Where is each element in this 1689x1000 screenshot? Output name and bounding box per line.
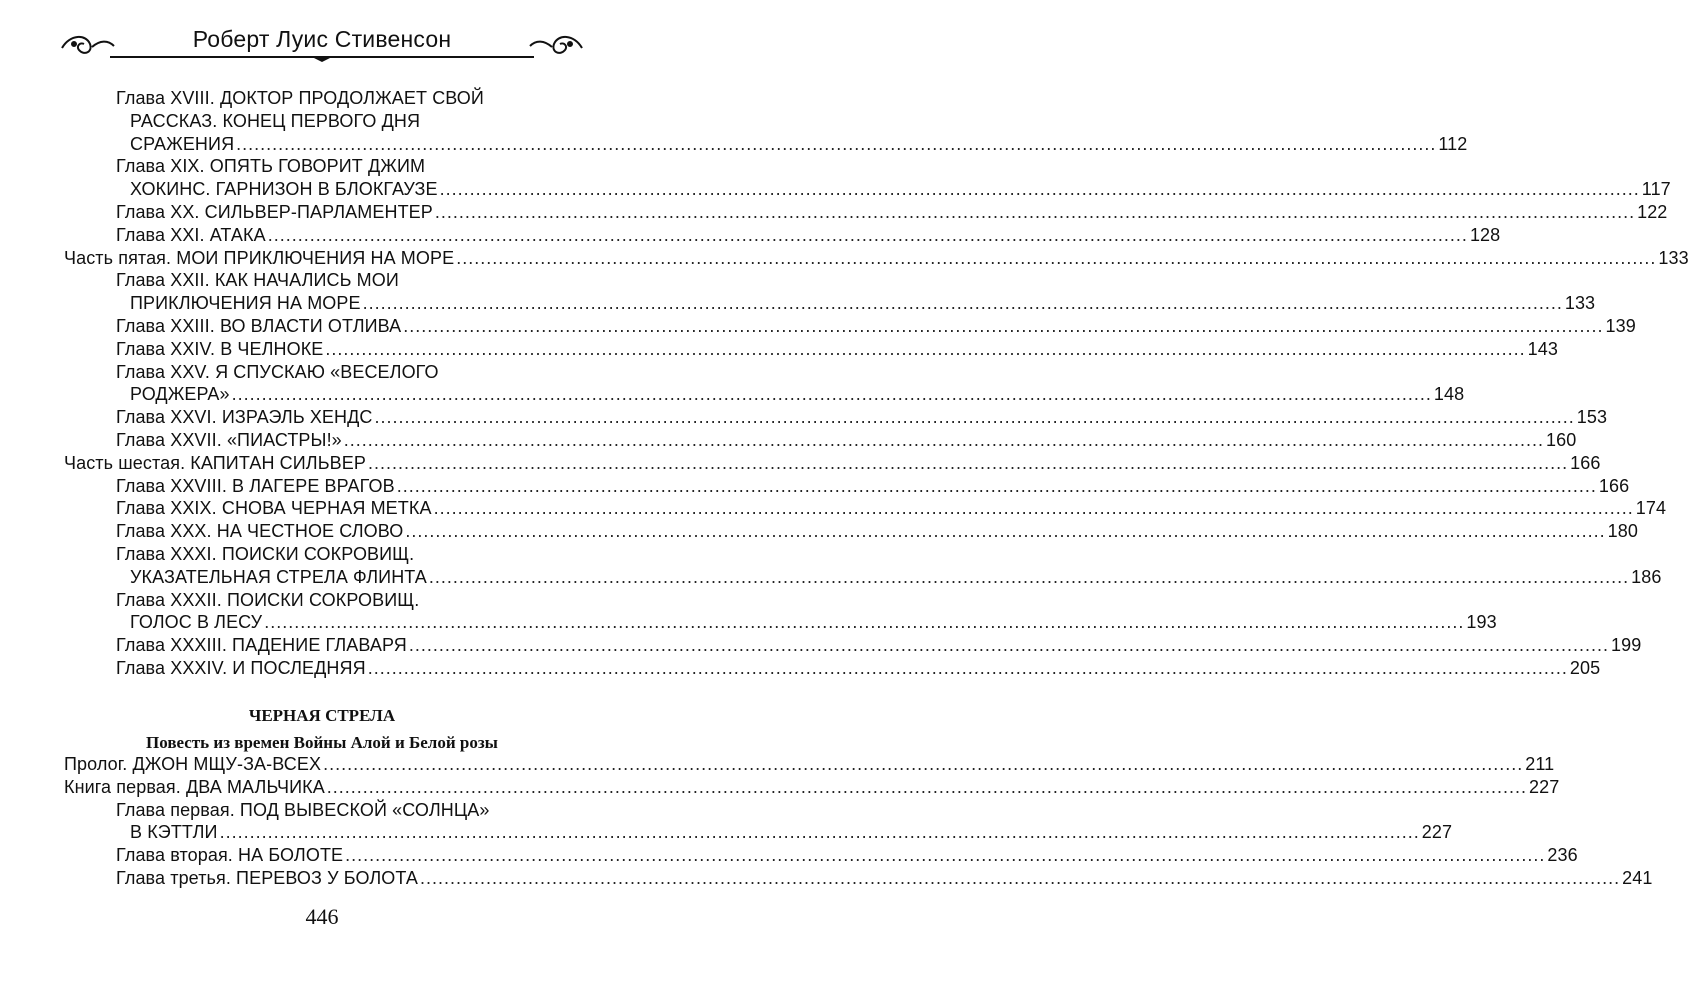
toc-entry-line: Глава первая. ПОД ВЫВЕСКОЙ «СОЛНЦА» bbox=[116, 799, 490, 820]
toc-page-number: 153 bbox=[1576, 407, 1608, 428]
toc-page-number: 133 bbox=[1564, 293, 1596, 314]
toc-page-number: 112 bbox=[1438, 133, 1468, 154]
toc-page-number: 227 bbox=[1529, 776, 1560, 797]
toc-page-number: 174 bbox=[1635, 498, 1667, 519]
dot-leader: ........................................................................................................................................................................................................ bbox=[419, 868, 1621, 888]
toc-entry-line bbox=[116, 200, 1668, 224]
section-subtitle: Повесть из времен Войны Алой и Белой розы bbox=[146, 733, 498, 752]
toc-entry-title: Книга первая. ДВА МАЛЬЧИКА bbox=[64, 776, 325, 797]
toc-entry-title: ПРИКЛЮЧЕНИЯ НА МОРЕ bbox=[130, 293, 361, 314]
toc-entry-line bbox=[116, 519, 1638, 543]
toc-entry-title: Глава вторая. НА БОЛОТЕ bbox=[116, 845, 344, 866]
toc-entry-title: Глава XXIX. СНОВА ЧЕРНАЯ МЕТКА bbox=[116, 498, 432, 519]
toc-page-number: 193 bbox=[1466, 612, 1497, 633]
toc-entry-line bbox=[116, 223, 1501, 247]
dot-leader: ........................................................................................................................................................................................................ bbox=[439, 179, 1640, 200]
dot-leader: ........................................................................................................................................................................................................ bbox=[403, 316, 1604, 336]
toc-entry-line bbox=[64, 246, 1689, 270]
toc-entry-title: Глава XXXIV. И ПОСЛЕДНЯЯ bbox=[116, 658, 366, 678]
toc-entry-title: Глава XXIV. В ЧЕЛНОКЕ bbox=[116, 338, 324, 359]
toc-page-number: 128 bbox=[1469, 224, 1501, 245]
toc-entry-title: Глава XXX. НА ЧЕСТНОЕ СЛОВО bbox=[116, 521, 404, 542]
toc-entry-line bbox=[116, 656, 1601, 680]
toc-entry-line bbox=[130, 132, 1468, 156]
toc-page-number: 199 bbox=[1611, 635, 1642, 656]
dot-leader: ........................................................................................................................................................................................................ bbox=[325, 338, 1526, 359]
toc-entry-line bbox=[116, 314, 1636, 338]
dot-leader: ........................................................................................................................................................................................................ bbox=[408, 635, 1610, 656]
toc-page-number: 117 bbox=[1641, 179, 1671, 200]
toc-entry-line: Глава XIX. ОПЯТЬ ГОВОРИТ ДЖИМ bbox=[116, 156, 426, 177]
toc-page-number: 122 bbox=[1637, 202, 1668, 222]
toc-entry-title: СРАЖЕНИЯ bbox=[130, 133, 235, 154]
toc-entry-line: РАССКАЗ. КОНЕЦ ПЕРВОГО ДНЯ bbox=[130, 110, 421, 131]
toc-page-number: 166 bbox=[1570, 452, 1601, 473]
section-title: ЧЕРНАЯ СТРЕЛА bbox=[248, 706, 396, 725]
dot-leader: ........................................................................................................................................................................................................ bbox=[367, 658, 1568, 678]
toc-entry-line: Глава XXXII. ПОИСКИ СОКРОВИЩ. bbox=[116, 589, 420, 610]
toc-page-number: 211 bbox=[1525, 754, 1555, 774]
toc-entry-line: Глава XVIII. ДОКТОР ПРОДОЛЖАЕТ СВОЙ bbox=[116, 88, 484, 108]
dot-leader: ........................................................................................................................................................................................................ bbox=[434, 202, 1636, 222]
dot-leader: ........................................................................................................................................................................................................ bbox=[219, 822, 1420, 843]
dot-leader: ........................................................................................................................................................................................................ bbox=[264, 612, 1465, 633]
toc-entry-title: РОДЖЕРА» bbox=[130, 384, 230, 405]
toc-entry-line: Глава XXV. Я СПУСКАЮ «ВЕСЕЛОГО bbox=[116, 361, 439, 382]
toc-page-number: 166 bbox=[1598, 475, 1630, 496]
toc-page-number: 133 bbox=[1658, 247, 1689, 268]
toc-entry-title: Глава XXVI. ИЗРАЭЛЬ ХЕНДС bbox=[116, 407, 373, 428]
toc-entry-line bbox=[130, 565, 1662, 589]
toc-page-number: 236 bbox=[1547, 845, 1578, 866]
toc-page-number: 139 bbox=[1605, 316, 1636, 336]
toc-entry-line bbox=[64, 775, 1560, 799]
toc-entry-line: Глава XXXI. ПОИСКИ СОКРОВИЩ. bbox=[116, 544, 415, 564]
toc-entry-title: Пролог. ДЖОН МЩУ-ЗА-ВСЕХ bbox=[64, 754, 322, 774]
toc-page-number: 205 bbox=[1569, 658, 1601, 678]
toc-entry-title: Глава XXVII. «ПИАСТРЫ!» bbox=[116, 430, 342, 450]
toc-entry-line bbox=[130, 382, 1465, 406]
toc-entry-line bbox=[130, 820, 1453, 844]
toc-entry-title: ГОЛОС В ЛЕСУ bbox=[130, 612, 263, 633]
toc-entry-line bbox=[130, 177, 1671, 201]
dot-leader: ........................................................................................................................................................................................................ bbox=[428, 566, 1630, 587]
toc-entry-line bbox=[64, 752, 1555, 776]
toc-page-number: 186 bbox=[1631, 566, 1662, 587]
toc-entry-title: Часть пятая. МОИ ПРИКЛЮЧЕНИЯ НА МОРЕ bbox=[64, 247, 455, 268]
dot-leader: ........................................................................................................................................................................................................ bbox=[362, 293, 1563, 314]
toc-page-number: 160 bbox=[1546, 430, 1577, 450]
dot-leader: ........................................................................................................................................................................................................ bbox=[405, 521, 1606, 542]
dot-leader: ........................................................................................................................................................................................................ bbox=[323, 754, 1524, 774]
toc-entry-line bbox=[116, 405, 1608, 429]
toc-entry-line bbox=[116, 474, 1630, 498]
toc-entry-title: В КЭТТЛИ bbox=[130, 822, 218, 843]
dot-leader: ........................................................................................................................................................................................................ bbox=[396, 475, 1597, 496]
dot-leader: ........................................................................................................................................................................................................ bbox=[367, 452, 1569, 473]
toc-entry-line bbox=[64, 451, 1601, 475]
toc-entry-title: Часть шестая. КАПИТАН СИЛЬВЕР bbox=[64, 452, 366, 473]
toc-entry-line bbox=[130, 291, 1596, 315]
running-header bbox=[0, 0, 644, 74]
header-title: Роберт Луис Стивенсон bbox=[192, 26, 452, 52]
toc-entry-line bbox=[116, 633, 1642, 657]
toc-entry-line bbox=[116, 337, 1558, 361]
toc-entry-line bbox=[116, 866, 1653, 890]
toc-entry-line: Глава XXII. КАК НАЧАЛИСЬ МОИ bbox=[116, 270, 399, 291]
dot-leader: ........................................................................................................................................................................................................ bbox=[326, 776, 1527, 797]
dot-leader: ........................................................................................................................................................................................................ bbox=[231, 384, 1432, 405]
dot-leader: ........................................................................................................................................................................................................ bbox=[267, 224, 1468, 245]
toc-page-number: 241 bbox=[1622, 868, 1653, 888]
toc-entry-line bbox=[130, 610, 1497, 634]
dot-leader: ........................................................................................................................................................................................................ bbox=[456, 247, 1657, 268]
toc-entry-title: УКАЗАТЕЛЬНАЯ СТРЕЛА ФЛИНТА bbox=[130, 566, 427, 587]
toc-page-number: 180 bbox=[1607, 521, 1638, 542]
toc-entry-line bbox=[116, 843, 1578, 867]
dot-leader: ........................................................................................................................................................................................................ bbox=[345, 845, 1546, 866]
toc-page-number: 143 bbox=[1527, 338, 1558, 359]
dot-leader: ........................................................................................................................................................................................................ bbox=[433, 498, 1634, 519]
toc-page-number: 148 bbox=[1433, 384, 1465, 405]
toc-entry-title: Глава XXXIII. ПАДЕНИЕ ГЛАВАРЯ bbox=[116, 635, 407, 656]
toc-entry-title: Глава XXVIII. В ЛАГЕРЕ ВРАГОВ bbox=[116, 475, 395, 496]
toc-entry-title: ХОКИНС. ГАРНИЗОН В БЛОКГАУЗЕ bbox=[130, 179, 438, 200]
toc-entry-title: Глава XXI. АТАКА bbox=[116, 224, 266, 245]
toc-entry-title: Глава третья. ПЕРЕВОЗ У БОЛОТА bbox=[116, 868, 418, 888]
toc-entry-line bbox=[116, 428, 1577, 452]
toc-page-number: 227 bbox=[1421, 822, 1453, 843]
dot-leader: ........................................................................................................................................................................................................ bbox=[343, 430, 1544, 450]
dot-leader: ........................................................................................................................................................................................................ bbox=[374, 407, 1575, 428]
toc-entry-line bbox=[116, 496, 1667, 520]
toc-entry-title: Глава XX. СИЛЬВЕР-ПАРЛАМЕНТЕР bbox=[116, 202, 433, 222]
dot-leader: ........................................................................................................................................................................................................ bbox=[236, 133, 1437, 154]
toc-entry-title: Глава XXIII. ВО ВЛАСТИ ОТЛИВА bbox=[116, 316, 402, 336]
page-number: 446 bbox=[305, 904, 339, 929]
